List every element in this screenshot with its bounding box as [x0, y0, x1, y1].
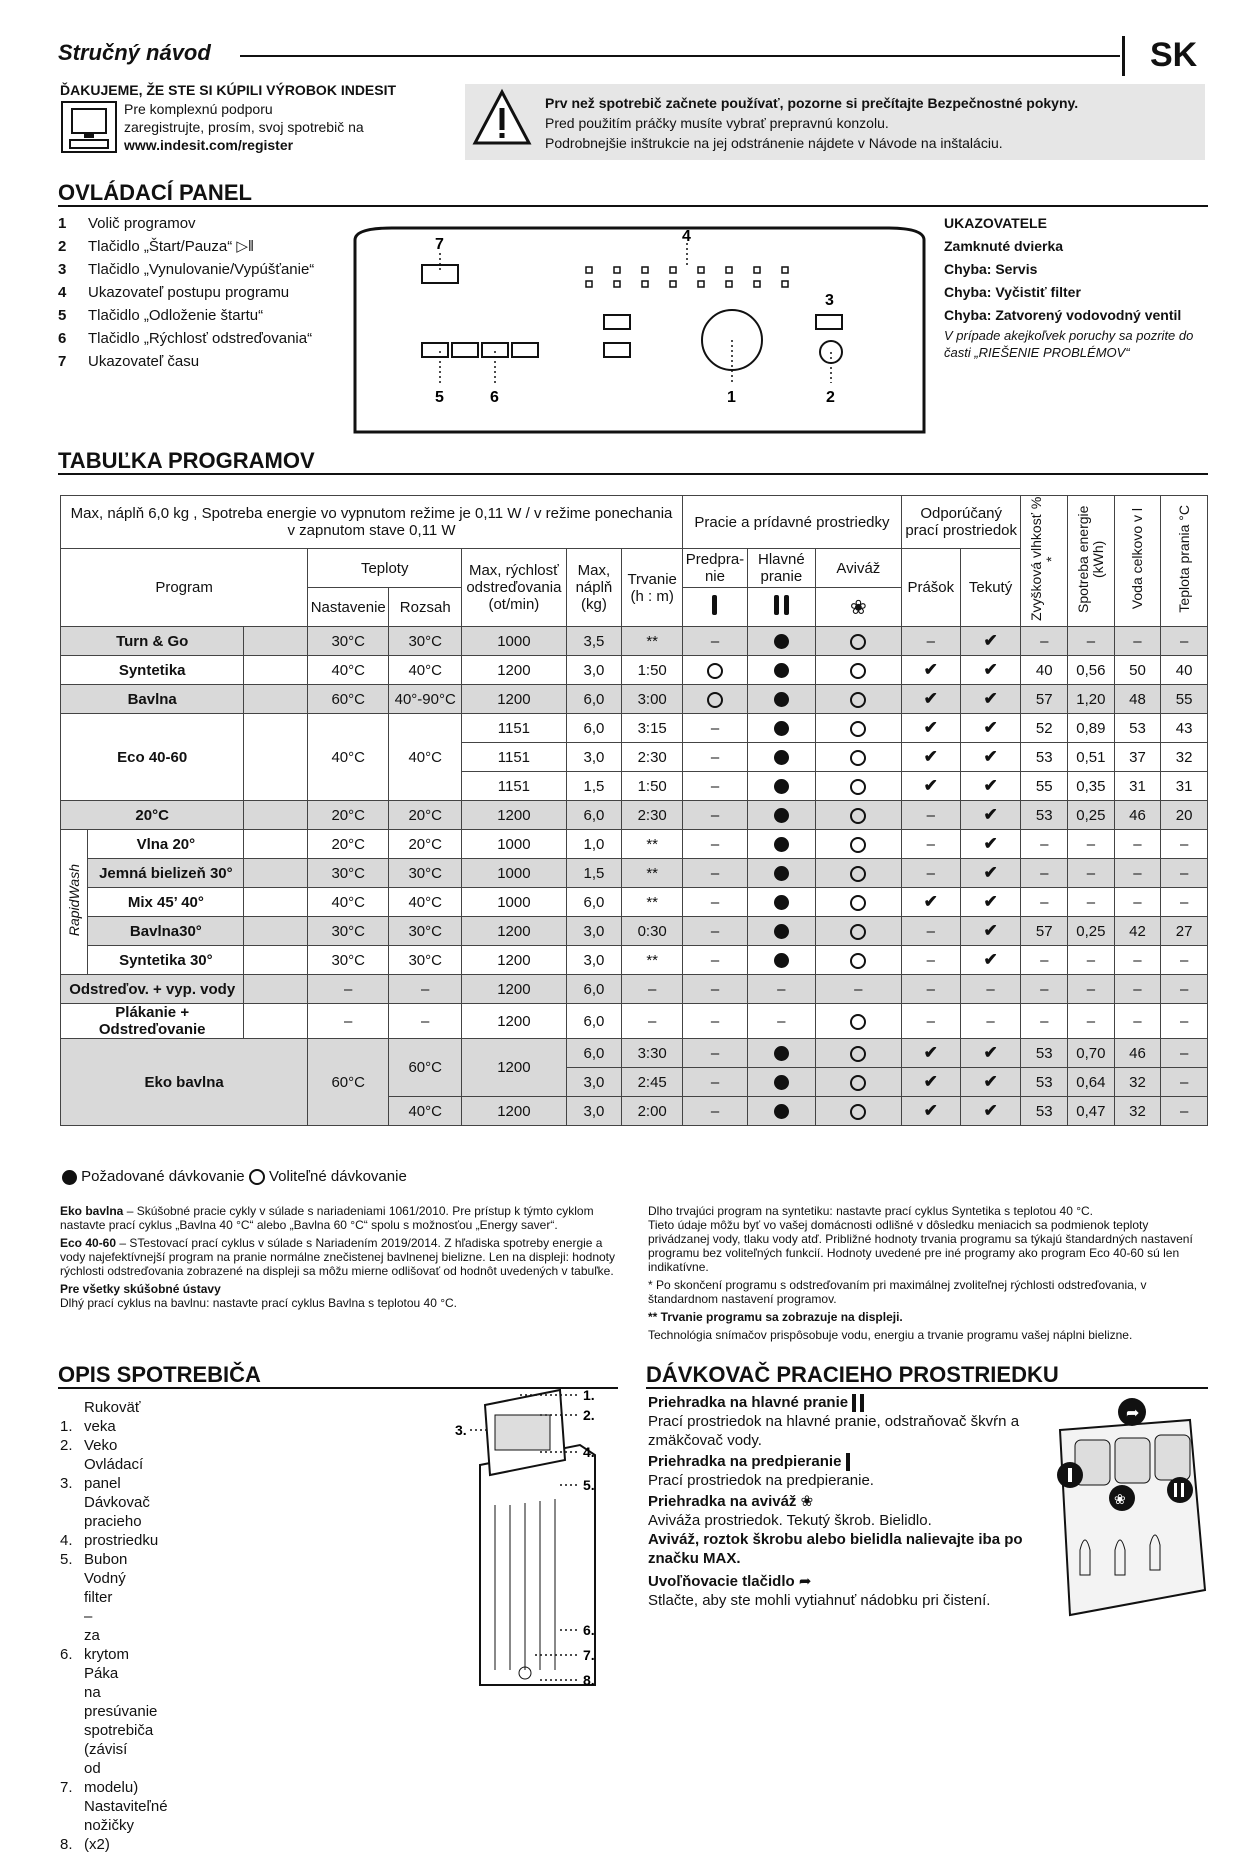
program-name: Bavlna30° — [88, 917, 244, 946]
svg-text:6.: 6. — [583, 1622, 595, 1638]
program-name: Mix 45’ 40° — [88, 888, 244, 917]
program-name: Syntetika — [61, 656, 244, 685]
table-row: Syntetika 30° 30°C 30°C 1200 3,0 ** – – ✔ – – – – — [61, 946, 1208, 975]
header-softener: Aviváž — [815, 549, 901, 588]
table-note: Max, náplň 6,0 kg , Spotreba energie vo vypnutom režime je 0,11 W / v režime ponechania v zapnutom stave 0,11 W — [61, 496, 683, 549]
header-rule — [240, 55, 1120, 57]
check-icon: ✔ — [983, 863, 998, 882]
mainwash-icon — [852, 1394, 856, 1412]
table-row: Eco 40-60 40°C 40°C 1151 6,0 3:15 – ✔ ✔ 52 0,89 53 43 — [61, 714, 1208, 743]
required-dot-icon — [774, 866, 789, 881]
program-icon — [244, 656, 308, 685]
computer-icon — [60, 100, 118, 154]
check-icon: ✔ — [923, 1101, 938, 1120]
list-item: 6.Vodný filter – za krytom — [60, 1570, 129, 1663]
program-name: Eco 40-60 — [61, 714, 244, 801]
header-water: Voda celkovo v l — [1128, 508, 1145, 610]
softener-flower-icon: ❀ — [849, 596, 867, 619]
control-panel-heading: OVLÁDACÍ PANEL — [58, 180, 252, 205]
header-detergent: Pracie a prídavné prostriedky — [683, 496, 902, 549]
svg-text:8.: 8. — [583, 1672, 595, 1688]
section-rule — [58, 473, 1208, 475]
check-icon: ✔ — [983, 1101, 998, 1120]
svg-text:6: 6 — [490, 389, 499, 406]
program-name: Bavlna — [61, 685, 244, 714]
program-name: Eko bavlna — [61, 1039, 308, 1126]
header-recommended: Odporúčaný prací prostriedok — [901, 496, 1021, 549]
indicators: UKAZOVATELE Zamknuté dvierka Chyba: Servis Chyba: Vyčistiť filter Chyba: Zatvorený vodovodný ventil V prípade akejkoľvek poruchy sa pozrite do časti „RIEŠENIE PROBLÉMOV“ — [944, 215, 1194, 360]
required-dot-icon — [62, 1170, 77, 1185]
table-row: RapidWash Vlna 20° 20°C 20°C 1000 1,0 ** – – ✔ – – – – — [61, 830, 1208, 859]
svg-text:❀: ❀ — [1114, 1491, 1126, 1507]
optional-dot-icon — [850, 634, 866, 650]
check-icon: ✔ — [983, 718, 998, 737]
required-dot-icon — [774, 953, 789, 968]
header-duration: Trvanie (h : m) — [622, 549, 683, 627]
header-program: Program — [61, 549, 308, 627]
program-icon — [244, 975, 308, 1004]
table-row: Odstreďov. + vyp. vody – – 1200 6,0 – – – – – – – – – – — [61, 975, 1208, 1004]
check-icon: ✔ — [923, 718, 938, 737]
list-item: 8.Nastaviteľné nožičky (x2) — [60, 1798, 168, 1853]
program-name: Jemná bielizeň 30° — [88, 859, 244, 888]
svg-text:➦: ➦ — [1126, 1405, 1140, 1422]
program-icon — [244, 859, 308, 888]
control-panel-diagram — [352, 225, 927, 435]
header-load: Max, náplň (kg) — [566, 549, 622, 627]
program-icon — [244, 830, 308, 859]
svg-text:2.: 2. — [583, 1407, 595, 1423]
svg-text:1: 1 — [727, 389, 736, 406]
required-dot-icon — [774, 1046, 789, 1061]
footnotes-left: Eko bavlna – Skúšobné pracie cykly v súlade s nariadeniami 1061/2010. Pre prístup k týmto cyklom nastavte prací cyklus „Bavlna 40 °C“ alebo „Bavlna 60 °C“ spolu s možnosťou „Energy saver“. Eco 40-60 – STestovací prací cyklus v súlade s Nariadením 2019/2014. Z hľadiska spotreby energie a vody najefektívnejší program na pranie normálne znečistenej bavlnenej bielizne. Len na displeji: hodnoty rýchlosti odstreďovania zobrazené na displeji sa môžu mierne odlišovať od hodnôt uvedených v tabuľke. Pre všetky skúšobné ústavy Dlhý prací cyklus na bavlnu: nastavte prací cyklus Bavlna s teplotou 40 °C. — [60, 1204, 616, 1310]
optional-dot-icon — [249, 1169, 265, 1185]
list-item: 3 Tlačidlo „Vynulovanie/Vypúšťanie“ — [58, 261, 315, 278]
footnotes-right: Dlho trvajúci program na syntetiku: nastavte prací cyklus Syntetika s teplotou 40 °C. Tieto údaje môžu byť vo vašej domácnosti odlišné v dôsledku meniacich sa podmienok teploty privádzanej vody, tlaku vody atď. Približné hodnoty trvania programu sa týkajú štandardných nastavení programu bez voliteľných funkcií. Hodnoty uvedené pre iné programy ako program Eco 40-60 sú len indikatívne. * Po skončení programu s odstreďovaním pri maximálnej zvoliteľnej rýchlosti odstreďovania, v štandardnom nastavení programov. ** Trvanie programu sa zobrazuje na displeji. Technológia snímačov prispôsobuje vodu, energiu a trvanie programu vašej náplni bielizne. — [648, 1204, 1193, 1342]
optional-dot-icon — [850, 808, 866, 824]
program-table — [60, 495, 1208, 1126]
list-item: 7.Páka na presúvanie spotrebiča (závisí od modelu) — [60, 1665, 158, 1796]
required-dot-icon — [774, 1075, 789, 1090]
check-icon: ✔ — [923, 689, 938, 708]
header-temperature: Teplota prania °C — [1175, 505, 1192, 613]
required-dot-icon — [774, 663, 789, 678]
header-spin: Max, rýchlosť odstreďovania (ot/min) — [462, 549, 566, 627]
check-icon: ✔ — [983, 805, 998, 824]
required-dot-icon — [774, 895, 789, 910]
svg-text:2: 2 — [826, 389, 835, 406]
header-moisture: Zvyšková vlhkosť % * — [1028, 496, 1060, 622]
check-icon: ✔ — [923, 892, 938, 911]
optional-dot-icon — [707, 663, 723, 679]
list-item: 7 Ukazovateľ času — [58, 353, 200, 370]
required-dot-icon — [774, 779, 789, 794]
table-row: Jemná bielizeň 30° 30°C 30°C 1000 1,5 ** – – ✔ – – – – — [61, 859, 1208, 888]
check-icon: ✔ — [983, 950, 998, 969]
list-item: 2 Tlačidlo „Štart/Pauza“ ▷‖ — [58, 238, 255, 255]
program-name: Plákanie + Odstreďovanie — [61, 1004, 244, 1039]
list-item: 1.Rukoväť veka — [60, 1399, 141, 1435]
table-row: 40°C 1200 3,0 2:00 – ✔ ✔ 53 0,47 32 – — [61, 1097, 1208, 1126]
language-code: SK — [1150, 36, 1198, 74]
program-icon — [244, 627, 308, 656]
table-row: 3,0 2:45 – ✔ ✔ 53 0,64 32 – — [61, 1068, 1208, 1097]
program-name: Odstreďov. + vyp. vody — [61, 975, 244, 1004]
svg-text:4: 4 — [682, 228, 691, 245]
optional-dot-icon — [850, 895, 866, 911]
required-dot-icon — [774, 1104, 789, 1119]
check-icon: ✔ — [923, 1043, 938, 1062]
optional-dot-icon — [850, 837, 866, 853]
required-dot-icon — [774, 721, 789, 736]
check-icon: ✔ — [923, 660, 938, 679]
check-icon: ✔ — [983, 1072, 998, 1091]
list-item: 5 Tlačidlo „Odloženie štartu“ — [58, 307, 264, 324]
program-icon — [244, 1004, 308, 1039]
check-icon: ✔ — [923, 747, 938, 766]
list-item: 4 Ukazovateľ postupu programu — [58, 284, 290, 301]
optional-dot-icon — [850, 924, 866, 940]
optional-dot-icon — [850, 1075, 866, 1091]
optional-dot-icon — [850, 953, 866, 969]
rapidwash-label: RapidWash — [61, 830, 88, 975]
list-item: 6 Tlačidlo „Rýchlosť odstreďovania“ — [58, 330, 313, 347]
required-dot-icon — [774, 634, 789, 649]
program-icon — [244, 801, 308, 830]
control-panel-list — [58, 212, 314, 373]
dispenser-heading: DÁVKOVAČ PRACIEHO PROSTRIEDKU — [646, 1362, 1059, 1387]
mainwash-icon — [774, 595, 779, 615]
optional-dot-icon — [850, 721, 866, 737]
table-row: 1151 3,0 2:30 – ✔ ✔ 53 0,51 37 32 — [61, 743, 1208, 772]
appliance-heading: OPIS SPOTREBIČA — [58, 1362, 261, 1387]
header-powder: Prášok — [901, 549, 960, 627]
check-icon: ✔ — [983, 660, 998, 679]
washing-machine-illustration — [440, 1385, 615, 1695]
program-name: Syntetika 30° — [88, 946, 244, 975]
header-prewash: Predpra-nie — [683, 549, 748, 588]
svg-text:3.: 3. — [455, 1422, 467, 1438]
header-temps: Teploty — [308, 549, 462, 588]
program-name: Vlna 20° — [88, 830, 244, 859]
table-row: Syntetika 40°C 40°C 1200 3,0 1:50 ✔ ✔ 40 0,56 50 40 — [61, 656, 1208, 685]
optional-dot-icon — [850, 1104, 866, 1120]
dispenser-drawer-illustration — [1040, 1390, 1210, 1630]
warning-icon — [472, 88, 532, 148]
header-mainwash: Hlavné pranie — [747, 549, 815, 588]
required-dot-icon — [774, 837, 789, 852]
register-text: Pre komplexnú podporu zaregistrujte, prosím, svoj spotrebič na www.indesit.com/register — [124, 101, 364, 153]
svg-text:1.: 1. — [583, 1387, 595, 1403]
program-table-heading: TABUĽKA PROGRAMOV — [58, 448, 315, 473]
check-icon: ✔ — [983, 747, 998, 766]
program-icon — [244, 917, 308, 946]
program-icon — [244, 714, 308, 801]
list-item: 3.Ovládací panel — [60, 1456, 144, 1492]
warning-text: Prv než spotrebič začnete používať, pozorne si prečítajte Bezpečnostné pokyny. Pred použitím práčky musíte vybrať prepravnú konzolu. Podrobnejšie inštrukcie na jej odstránenie nájdete v Návode na inštaláciu. — [545, 95, 1079, 151]
check-icon: ✔ — [983, 689, 998, 708]
optional-dot-icon — [850, 663, 866, 679]
section-rule — [58, 205, 1208, 207]
program-name: 20°C — [61, 801, 244, 830]
list-item: 1 Volič programov — [58, 215, 196, 232]
check-icon: ✔ — [983, 1043, 998, 1062]
program-name: Turn & Go — [61, 627, 244, 656]
header-energy: Spotreba energie (kWh) — [1074, 505, 1106, 613]
table-row: Mix 45’ 40° 40°C 40°C 1000 6,0 ** – ✔ ✔ – – – – — [61, 888, 1208, 917]
check-icon: ✔ — [983, 631, 998, 650]
appliance-parts-list — [60, 1398, 168, 1854]
table-row: Eko bavlna 60°C 60°C 1200 6,0 3:30 – ✔ ✔ 53 0,70 46 – — [61, 1039, 1208, 1068]
register-link[interactable]: www.indesit.com/register — [124, 137, 294, 153]
dispenser-text: Priehradka na hlavné pranie Prací prostriedok na hlavné pranie, odstraňovač škvŕn a zmäkčovač vody. Priehradka na predpieranie Prací prostriedok na predpieranie. Priehradka na aviváž ❀ Aviváža prostriedok. Tekutý škrob. Bielidlo. Aviváž, roztok škrobu alebo bielidla nalievajte iba po značku MAX. Uvoľňovacie tlačidlo ➦ Stlačte, aby ste mohli vytiahnuť nádobku pri čistení. — [648, 1394, 1023, 1610]
check-icon: ✔ — [983, 776, 998, 795]
svg-text:7: 7 — [435, 236, 444, 253]
table-row: Bavlna 60°C 40°-90°C 1200 6,0 3:00 ✔ ✔ 57 1,20 48 55 — [61, 685, 1208, 714]
table-row: Plákanie + Odstreďovanie – – 1200 6,0 – – – – – – – – – — [61, 1004, 1208, 1039]
header-divider — [1122, 36, 1125, 76]
check-icon: ✔ — [983, 892, 998, 911]
header-liquid: Tekutý — [960, 549, 1021, 627]
table-row: 1151 1,5 1:50 – ✔ ✔ 55 0,35 31 31 — [61, 772, 1208, 801]
program-icon — [244, 888, 308, 917]
table-legend: Požadované dávkovanie Voliteľné dávkovanie — [62, 1168, 407, 1185]
prewash-icon — [846, 1453, 850, 1471]
list-item: 4.Dávkovač pracieho prostriedku — [60, 1494, 159, 1549]
header-set: Nastavenie — [308, 588, 389, 627]
svg-text:4.: 4. — [583, 1444, 595, 1460]
check-icon: ✔ — [983, 921, 998, 940]
header-range: Rozsah — [389, 588, 462, 627]
table-row: Turn & Go 30°C 30°C 1000 3,5 ** – – ✔ – – – – — [61, 627, 1208, 656]
table-row: Bavlna30° 30°C 30°C 1200 3,0 0:30 – – ✔ 57 0,25 42 27 — [61, 917, 1208, 946]
optional-dot-icon — [850, 779, 866, 795]
check-icon: ✔ — [923, 776, 938, 795]
svg-text:3: 3 — [825, 292, 834, 309]
program-icon — [244, 685, 308, 714]
section-rule — [646, 1387, 1208, 1389]
check-icon: ✔ — [983, 834, 998, 853]
guide-title: Stručný návod — [58, 40, 211, 65]
list-item: 2. Veko — [60, 1437, 118, 1454]
optional-dot-icon — [850, 866, 866, 882]
optional-dot-icon — [707, 692, 723, 708]
table-row: 20°C 20°C 20°C 1200 6,0 2:30 – – ✔ 53 0,25 46 20 — [61, 801, 1208, 830]
prewash-icon — [712, 595, 717, 615]
required-dot-icon — [774, 750, 789, 765]
svg-text:5: 5 — [435, 389, 444, 406]
optional-dot-icon — [850, 750, 866, 766]
check-icon: ✔ — [923, 1072, 938, 1091]
thanks-heading: ĎAKUJEME, ŽE STE SI KÚPILI VÝROBOK INDESIT — [60, 82, 397, 98]
svg-text:5.: 5. — [583, 1477, 595, 1493]
program-icon — [244, 946, 308, 975]
optional-dot-icon — [850, 692, 866, 708]
required-dot-icon — [774, 924, 789, 939]
list-item: 5. Bubon — [60, 1551, 128, 1568]
required-dot-icon — [774, 808, 789, 823]
required-dot-icon — [774, 692, 789, 707]
release-arrow-icon: ➦ — [798, 1573, 812, 1591]
svg-text:7.: 7. — [583, 1647, 595, 1663]
softener-flower-icon: ❀ — [800, 1493, 814, 1511]
optional-dot-icon — [850, 1046, 866, 1062]
optional-dot-icon — [850, 1014, 866, 1030]
